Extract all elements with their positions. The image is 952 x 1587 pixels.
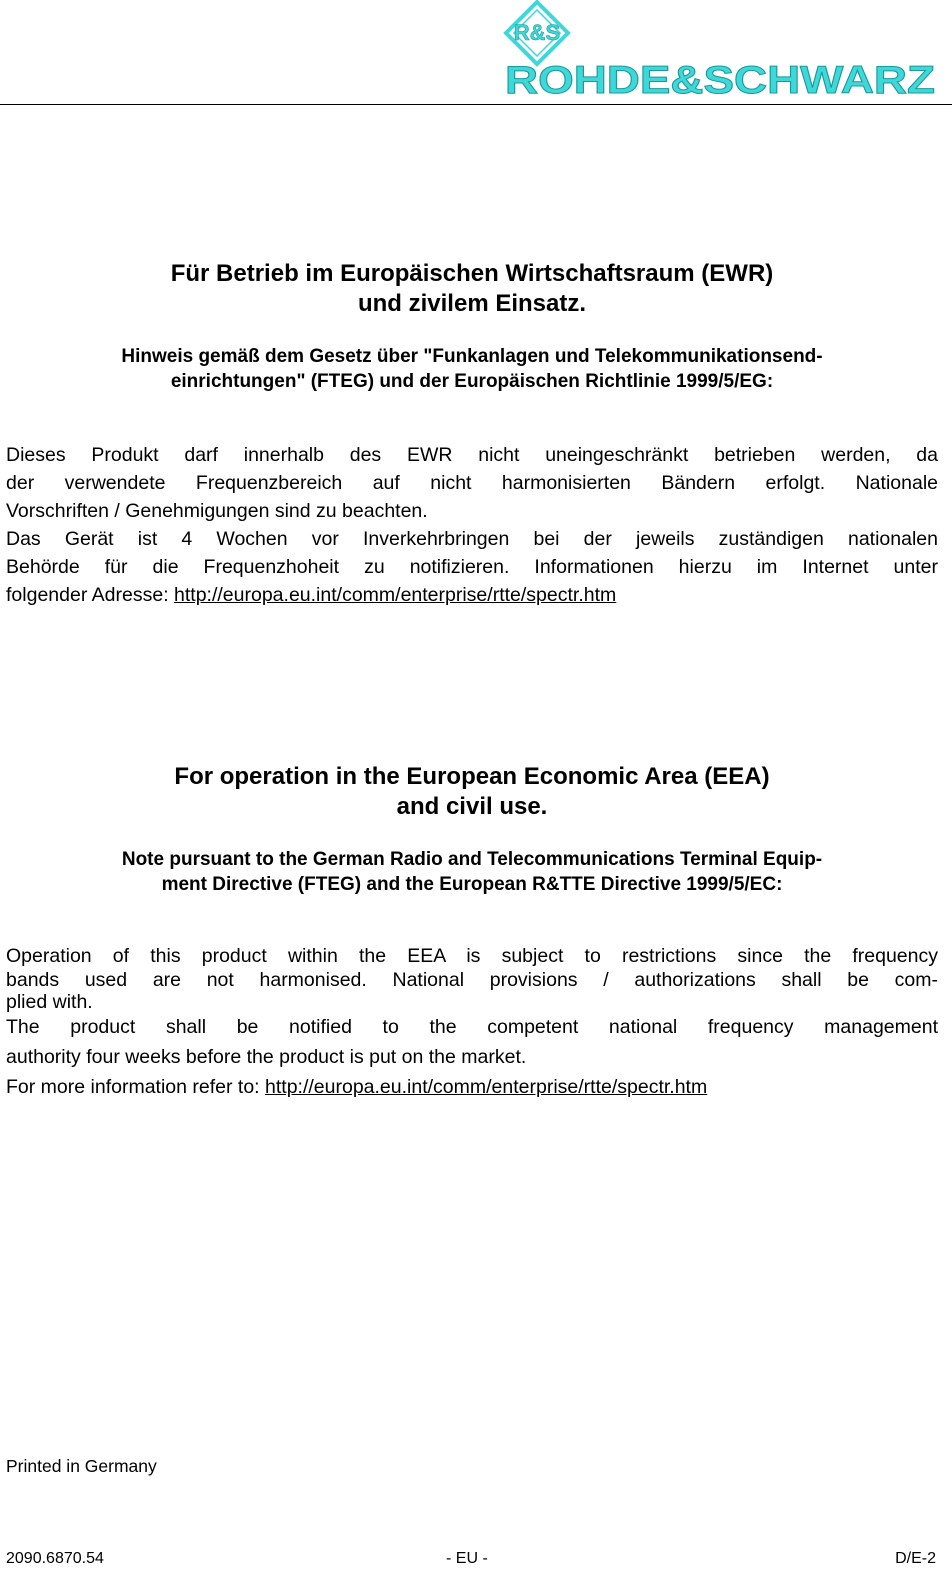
german-subtitle-line1: Hinweis gemäß dem Gesetz über "Funkanlagen und Telekommunikationsend- bbox=[121, 346, 823, 367]
logo-monogram: R&S bbox=[513, 20, 561, 45]
english-para2-line2: authority four weeks before the product is put on the market. bbox=[6, 1046, 527, 1068]
german-para2-line1: Das Gerät ist 4 Wochen vor Inverkehrbringen bei der jeweils zuständigen nationalen bbox=[6, 528, 938, 550]
english-para1-line3: plied with. bbox=[6, 991, 93, 1013]
header-divider bbox=[0, 104, 952, 105]
document-number: 2090.6870.54 bbox=[6, 1550, 104, 1567]
german-body bbox=[6, 441, 938, 609]
german-spectrum-link[interactable]: http://europa.eu.int/comm/enterprise/rtte/spectr.htm bbox=[174, 584, 617, 606]
english-para1-line1: Operation of this product within the EEA is subject to restrictions since the frequency bbox=[6, 945, 938, 967]
german-para1-line3: Vorschriften / Genehmigungen sind zu beachten. bbox=[6, 500, 428, 522]
english-title-line1: For operation in the European Economic Area (EEA) bbox=[174, 763, 770, 790]
printed-in-note: Printed in Germany bbox=[6, 1456, 157, 1476]
german-section bbox=[6, 259, 938, 319]
logo-diamond-icon bbox=[506, 2, 568, 64]
english-spectrum-link[interactable]: http://europa.eu.int/comm/enterprise/rtte/spectr.htm bbox=[265, 1076, 708, 1098]
german-para2-line3 bbox=[6, 581, 938, 609]
german-para1-line2: der verwendete Frequenzbereich auf nicht harmonisierten Bändern erfolgt. Nationale bbox=[6, 472, 938, 494]
german-address-label: folgender Adresse: bbox=[6, 584, 175, 606]
english-title-line2: and civil use. bbox=[396, 793, 548, 820]
english-info-label: For more information refer to: bbox=[6, 1076, 266, 1098]
german-title-line2: und zivilem Einsatz. bbox=[357, 290, 587, 317]
logo-wordmark: ROHDE&SCHWARZ bbox=[505, 59, 935, 100]
german-subtitle bbox=[6, 344, 938, 394]
company-logo bbox=[502, 0, 938, 100]
english-para2-line1: The product shall be notified to the competent national frequency management bbox=[6, 1016, 938, 1038]
german-subtitle-line2: einrichtungen" (FTEG) und der Europäischen Richtlinie 1999/5/EG: bbox=[170, 371, 774, 392]
german-para2-line2: Behörde für die Frequenzhoheit zu notifizieren. Informationen hierzu im Internet unter bbox=[6, 556, 938, 578]
english-section bbox=[6, 762, 938, 822]
page-number: D/E-2 bbox=[895, 1550, 936, 1567]
german-title-line1: Für Betrieb im Europäischen Wirtschaftsraum (EWR) bbox=[170, 260, 774, 287]
english-subtitle bbox=[6, 847, 938, 897]
english-body bbox=[6, 944, 938, 1102]
rohde-schwarz-logo-icon bbox=[502, 0, 938, 100]
german-para1-line1: Dieses Produkt darf innerhalb des EWR nicht uneingeschränkt betrieben werden, da bbox=[6, 444, 938, 466]
page-section-label: - EU - bbox=[446, 1550, 488, 1567]
english-subtitle-line1: Note pursuant to the German Radio and Telecommunications Terminal Equip- bbox=[121, 849, 823, 870]
english-subtitle-line2: ment Directive (FTEG) and the European R&TTE Directive 1999/5/EC: bbox=[161, 874, 783, 895]
english-para3 bbox=[6, 1072, 938, 1102]
english-para1-line2: bands used are not harmonised. National provisions / authorizations shall be com- bbox=[6, 969, 938, 991]
